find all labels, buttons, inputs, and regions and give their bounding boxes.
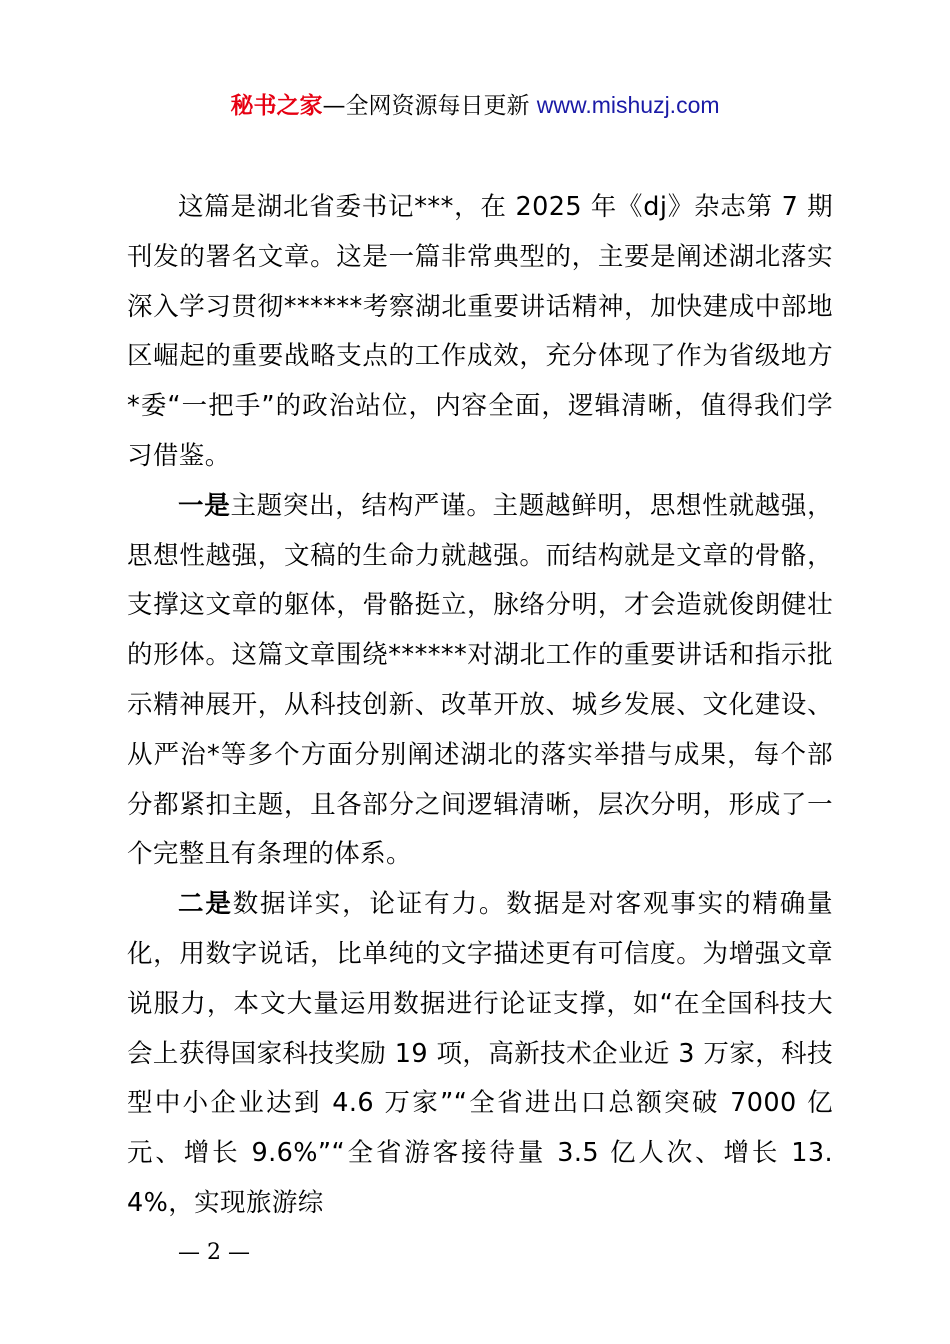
document-body bbox=[127, 183, 833, 1229]
point-two-lead: 二是 bbox=[178, 889, 233, 920]
header-tagline: —全网资源每日更新 bbox=[322, 93, 537, 119]
brand-name: 秘书之家 bbox=[230, 93, 323, 119]
point-one-paragraph bbox=[127, 482, 833, 880]
intro-text: 这篇是湖北省委书记***，在 2025 年《dj》杂志第 7 期刊发的署名文章。这是一篇非常典型的，主要是阐述湖北落实深入学习贯彻******考察湖北重要讲话精神，加快建成中部地区崛起的重要战略支点的工作成效，充分体现了作为省级地方*委“一把手”的政治站位，内容全面，逻辑清晰，值得我们学习借鉴。 bbox=[127, 192, 833, 471]
page-number: — 2 — bbox=[178, 1240, 250, 1265]
point-one-text: 主题突出，结构严谨。主题越鲜明，思想性就越强，思想性越强，文稿的生命力就越强。而结构就是文章的骨骼，支撑这文章的躯体，骨骼挺立，脉络分明，才会造就俊朗健壮的形体。这篇文章围绕******对湖北工作的重要讲话和指示批示精神展开，从科技创新、改革开放、城乡发展、文化建设、从严治*等多个方面分别阐述湖北的落实举措与成果，每个部分都紧扣主题，且各部分之间逻辑清晰，层次分明，形成了一个完整且有条理的体系。 bbox=[127, 490, 833, 870]
intro-paragraph bbox=[127, 183, 833, 482]
site-header bbox=[0, 88, 950, 123]
point-one-lead: 一是 bbox=[178, 490, 231, 521]
site-url-link[interactable]: www.mishuzj.com bbox=[536, 92, 720, 118]
point-two-paragraph bbox=[127, 880, 833, 1229]
point-two-text: 数据详实，论证有力。数据是对客观事实的精确量化，用数字说话，比单纯的文字描述更有可信度。为增强文章说服力，本文大量运用数据进行论证支撑，如“在全国科技大会上获得国家科技奖励 19 项，高新技术企业近 3 万家，科技型中小企业达到 4.6 万家”“全省进出口总额突破 7000 亿元、增长 9.6%”“全省游客接待量 3.5 亿人次、增长 13.4%，实现旅游综 bbox=[127, 889, 833, 1218]
